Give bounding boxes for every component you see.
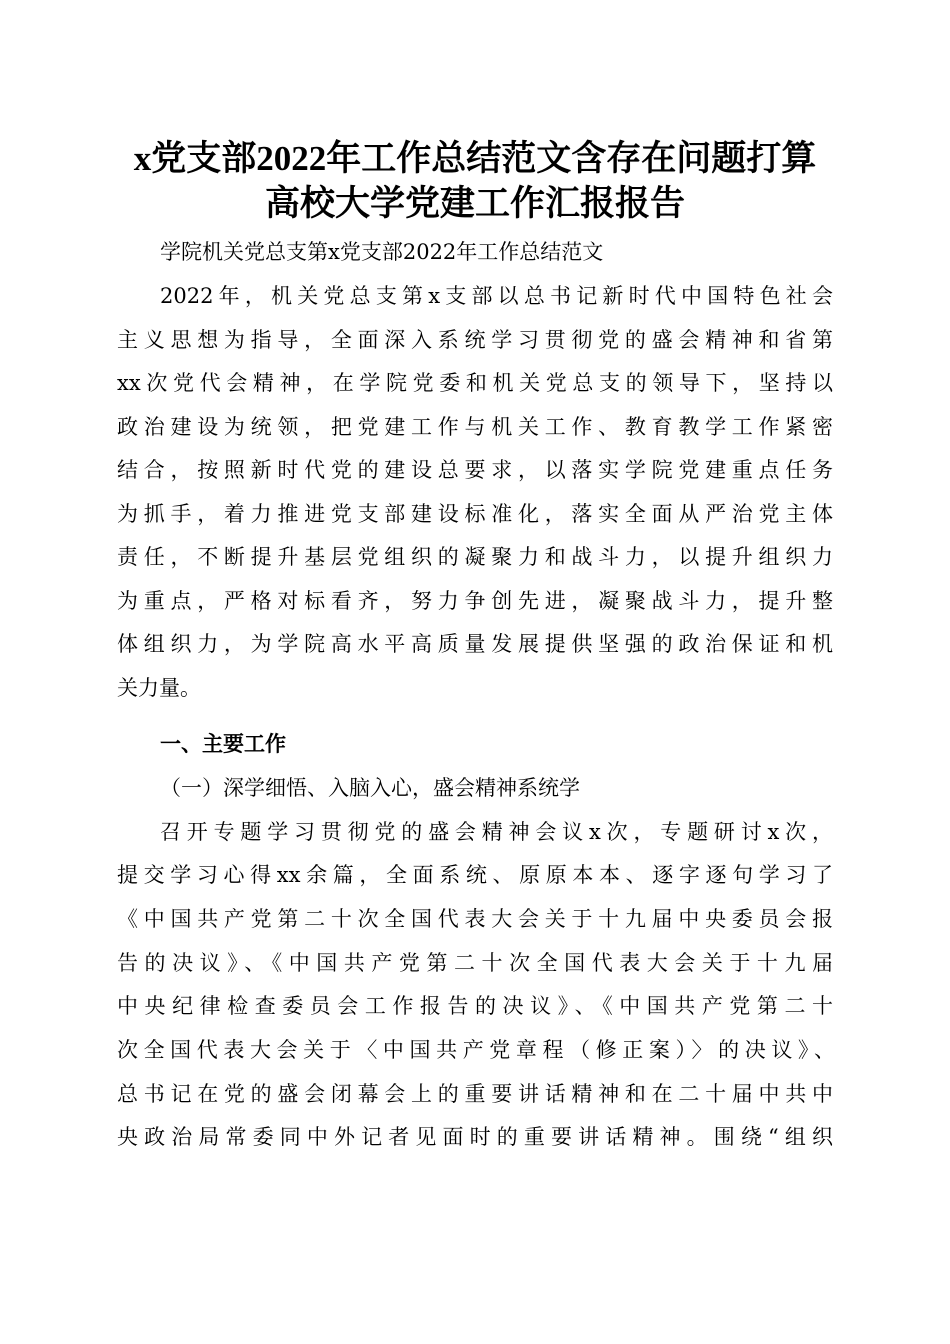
subsection-heading: （一）深学细悟、入脑入心，盛会精神系统学: [160, 776, 580, 800]
text-line: 结合，按照新时代党的建设总要求，以落实学院党建重点任务: [117, 458, 833, 482]
text-line: xx次党代会精神，在学院党委和机关党总支的领导下，坚持以: [117, 371, 833, 395]
text-line: 召开专题学习贯彻党的盛会精神会议x次，专题研讨x次，: [160, 820, 833, 844]
text-line: 告的决议》、《中国共产党第二十次全国代表大会关于十九届: [117, 951, 833, 975]
text-line: 为抓手，着力推进党支部建设标准化，落实全面从严治党主体: [117, 502, 833, 526]
title-line-1: x党支部2022年工作总结范文含存在问题打算: [133, 139, 817, 178]
section-heading: 一、主要工作: [160, 732, 286, 756]
text-line: 主义思想为指导，全面深入系统学习贯彻党的盛会精神和省第: [117, 328, 833, 352]
text-line: 提交学习心得xx余篇，全面系统、原原本本、逐字逐句学习了: [117, 863, 833, 887]
text-line: 政治建设为统领，把党建工作与机关工作、教育教学工作紧密: [117, 415, 833, 439]
text-line: 2022年，机关党总支第x支部以总书记新时代中国特色社会: [160, 284, 833, 308]
text-line: 责任，不断提升基层党组织的凝聚力和战斗力，以提升组织力: [117, 545, 833, 569]
text-line: 为重点，严格对标看齐，努力争创先进，凝聚战斗力，提升整: [117, 589, 833, 613]
text-line: 关力量。: [117, 676, 201, 700]
text-line: 中央纪律检查委员会工作报告的决议》、《中国共产党第二十: [117, 994, 833, 1018]
text-line: 体组织力，为学院高水平高质量发展提供坚强的政治保证和机: [117, 632, 833, 656]
title-line-2: 高校大学党建工作汇报报告: [264, 184, 685, 223]
text-line: 总书记在党的盛会闭幕会上的重要讲话精神和在二十届中共中: [117, 1082, 833, 1106]
text-line: 央政治局常委同中外记者见面时的重要讲话精神。围绕“组织: [117, 1125, 833, 1149]
subtitle: 学院机关党总支第x党支部2022年工作总结范文: [160, 240, 604, 264]
text-line: 《中国共产党第二十次全国代表大会关于十九届中央委员会报: [117, 907, 833, 931]
text-line: 次全国代表大会关于〈中国共产党章程（修正案）〉的决议》、: [117, 1038, 835, 1062]
